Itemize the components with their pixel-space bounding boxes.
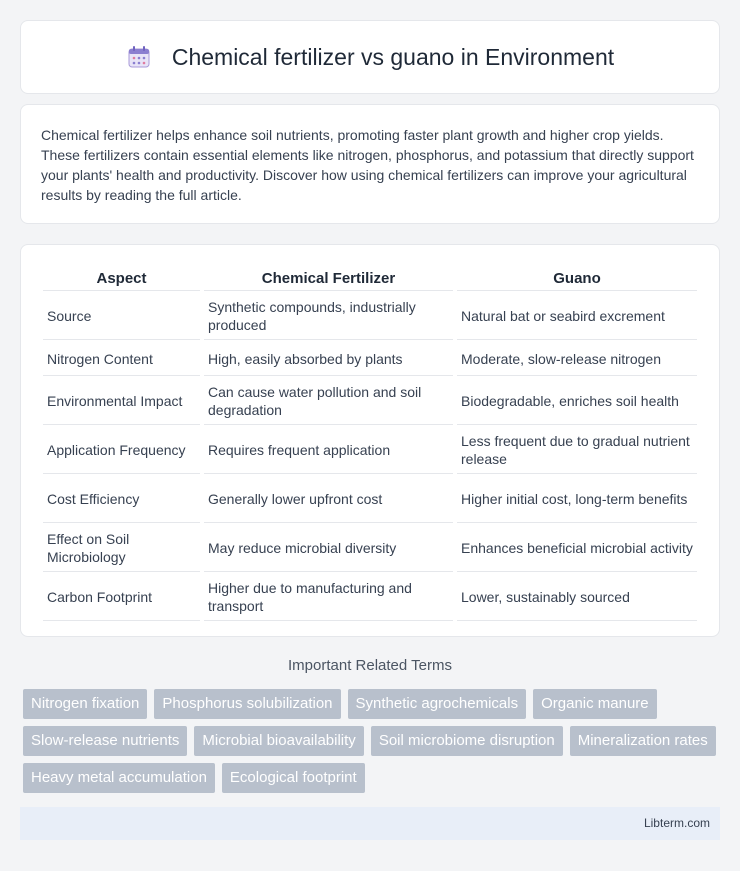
term-tag[interactable]: Slow-release nutrients xyxy=(23,726,187,756)
table-cell: High, easily absorbed by plants xyxy=(204,342,453,376)
table-row xyxy=(43,476,697,523)
table-cell: Lower, sustainably sourced xyxy=(457,574,697,621)
table-cell: Application Frequency xyxy=(43,427,200,474)
comparison-table xyxy=(39,265,701,623)
table-cell: Synthetic compounds, industrially produced xyxy=(204,293,453,340)
term-tag[interactable]: Organic manure xyxy=(533,689,657,719)
table-cell: Higher due to manufacturing and transport xyxy=(204,574,453,621)
footer-link[interactable]: Libterm.com xyxy=(643,816,710,830)
table-cell: Can cause water pollution and soil degradation xyxy=(204,378,453,425)
table-cell: Natural bat or seabird excrement xyxy=(457,293,697,340)
intro-text: Chemical fertilizer helps enhance soil nutrients, promoting faster plant growth and higher crop yields. These fertilizers contain essential elements like nitrogen, phosphorus, and potassium that directly support your plants' health and productivity. Discover how using chemical fertilizers can improve your agricultural results by reading the full article. xyxy=(41,127,694,203)
column-header: Guano xyxy=(457,267,697,291)
table-row xyxy=(43,427,697,474)
table-cell: Generally lower upfront cost xyxy=(204,476,453,523)
column-header: Chemical Fertilizer xyxy=(204,267,453,291)
intro-card xyxy=(20,104,720,224)
term-tag[interactable]: Soil microbiome disruption xyxy=(371,726,563,756)
term-tag[interactable]: Mineralization rates xyxy=(570,726,716,756)
table-cell: Carbon Footprint xyxy=(43,574,200,621)
comparison-table-card xyxy=(20,244,720,637)
related-terms-title: Important Related Terms xyxy=(288,657,452,674)
table-cell: Requires frequent application xyxy=(204,427,453,474)
related-terms-list xyxy=(23,689,723,800)
table-cell: Biodegradable, enriches soil health xyxy=(457,378,697,425)
page-title: Chemical fertilizer vs guano in Environment xyxy=(171,43,615,70)
table-cell: Less frequent due to gradual nutrient release xyxy=(457,427,697,474)
term-tag[interactable]: Nitrogen fixation xyxy=(23,689,147,719)
table-cell: Environmental Impact xyxy=(43,378,200,425)
column-header: Aspect xyxy=(43,267,200,291)
table-cell: Nitrogen Content xyxy=(43,342,200,376)
table-cell: Cost Efficiency xyxy=(43,476,200,523)
table-cell: Source xyxy=(43,293,200,340)
table-cell: May reduce microbial diversity xyxy=(204,525,453,572)
table-row xyxy=(43,342,697,376)
term-tag[interactable]: Microbial bioavailability xyxy=(194,726,363,756)
term-tag[interactable]: Synthetic agrochemicals xyxy=(348,689,527,719)
table-row xyxy=(43,293,697,340)
footer xyxy=(20,807,720,840)
term-tag[interactable]: Heavy metal accumulation xyxy=(23,763,215,793)
table-row xyxy=(43,574,697,621)
table-cell: Effect on Soil Microbiology xyxy=(43,525,200,572)
term-tag[interactable]: Ecological footprint xyxy=(222,763,365,793)
table-cell: Enhances beneficial microbial activity xyxy=(457,525,697,572)
table-row xyxy=(43,525,697,572)
table-header-row xyxy=(43,267,697,291)
table-cell: Moderate, slow-release nitrogen xyxy=(457,342,697,376)
table-row xyxy=(43,378,697,425)
term-tag[interactable]: Phosphorus solubilization xyxy=(154,689,340,719)
table-cell: Higher initial cost, long-term benefits xyxy=(457,476,697,523)
header-card xyxy=(20,20,720,94)
calendar-icon xyxy=(126,44,152,70)
